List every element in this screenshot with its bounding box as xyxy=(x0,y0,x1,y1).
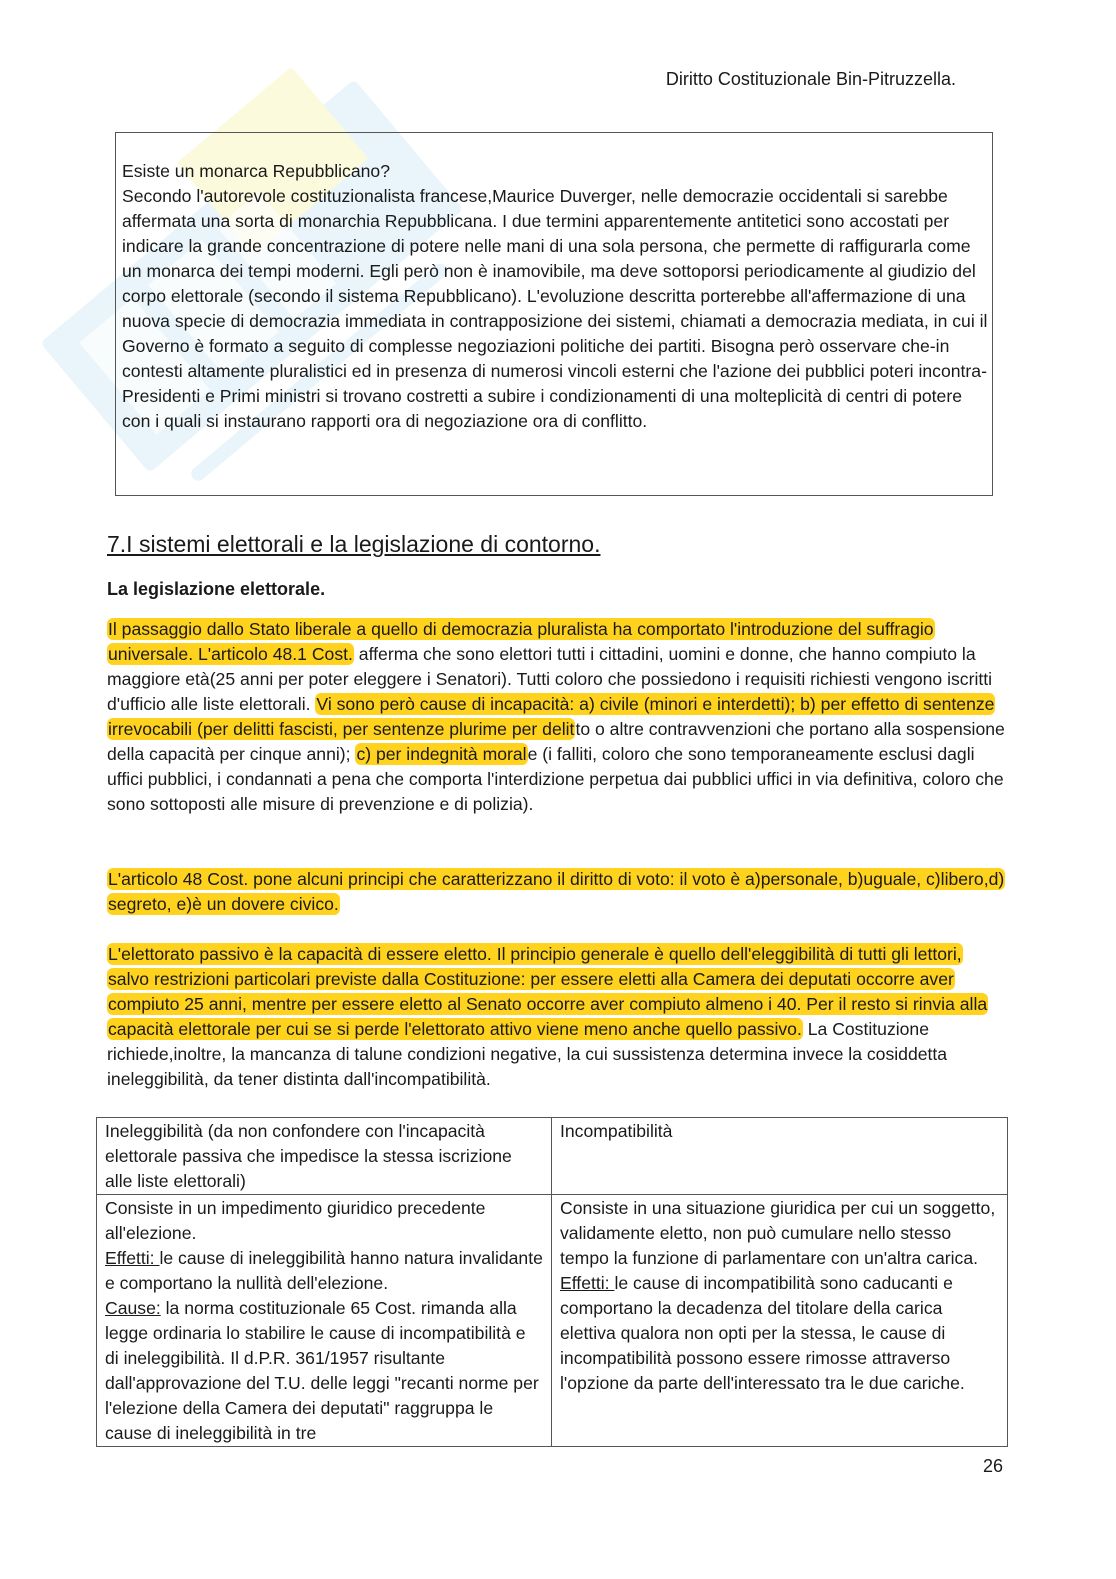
text-run: La Costituzione richiede,inoltre, la mancanza di talune condizioni negative, la cui sussistenza determina invece la cosiddetta ineleggibilità, da tener distinta dall'incompatibilità. xyxy=(107,1019,948,1089)
effects-text: le cause di incompatibilità sono caducanti e comportano la decadenza del titolare della carica elettiva qualora non opti per la stessa, le cause di incompatibilità possono essere rimosse attraverso l'opzione da parte dell'interessato tra le due cariche. xyxy=(560,1273,965,1393)
effects-text: le cause di ineleggibilità hanno natura invalidante e comportano la nullità dell'elezione. xyxy=(105,1248,543,1293)
running-header: Diritto Costituzionale Bin-Pitruzzella. xyxy=(665,69,956,89)
paragraph-passive-electorate xyxy=(107,942,1007,1092)
text-run: afferma che sono elettori tutti i cittadini, uomini e donne, che hanno compiuto la maggiore età(25 anni per poter eleggere i Senatori). Tutti coloro che possiedono i requisiti richiesti vengono iscritti d'ufficio alle liste elettorali. xyxy=(107,644,993,714)
causes-label: Cause: xyxy=(105,1298,161,1318)
ineligibility-definition: Consiste in un impedimento giuridico precedente all'elezione. xyxy=(105,1198,486,1243)
highlight: Vi sono però cause di incapacità: a) civile (minori e interdetti); b) per effetto di sentenze irrevocabili (per delitti fascisti, per sentenze plurime per delit xyxy=(108,694,995,739)
effects-label: Effetti: xyxy=(105,1248,160,1268)
box-question: Esiste un monarca Repubblicano? xyxy=(122,161,390,181)
effects-label: Effetti: xyxy=(560,1273,615,1293)
causes-text: la norma costituzionale 65 Cost. rimanda alla legge ordinaria lo stabilire le cause di incompatibilità e di ineleggibilità. Il d.P.R. 361/1957 risultante dall'approvazione del T.U. delle leggi "recanti norme per l'elezione della Camera dei deputati" raggruppa le cause di ineleggibilità in tre xyxy=(105,1298,539,1443)
table-row xyxy=(97,1118,1008,1195)
text-run: e (i falliti, coloro che sono temporaneamente esclusi dagli uffici pubblici, i condannati a pena che comporta l'interdizione perpetua dai pubblici uffici in via definitiva, coloro che sono sottoposti alle misure di prevenzione e di polizia). xyxy=(107,744,1004,814)
highlight: L'articolo 48 Cost. pone alcuni principi che caratterizzano il diritto di voto: il voto è a)personale, b)uguale, c)libero,d) segreto, e)è un dovere civico. xyxy=(108,869,1005,914)
table-cell-incompatibility xyxy=(552,1195,1008,1447)
paragraph-vote-principles xyxy=(107,867,1007,917)
subsection-title: La legislazione elettorale. xyxy=(107,579,326,599)
section-title: 7.I sistemi elettorali e la legislazione di contorno. xyxy=(107,531,601,557)
highlight: c) per indegnità moral xyxy=(356,744,527,764)
box-text: Secondo l'autorevole costituzionalista francese,Maurice Duverger, nelle democrazie occidentali si sarebbe affermata una sorta di monarchia Repubblicana. I due termini apparentemente antitetici sono accostati per indicare la grande concentrazione di potere nelle mani di una sola persona, che permette di raffigurarla come un monarca dei tempi moderni. Egli però non è inamovibile, ma deve sottoporsi periodicamente al giudizio del corpo elettorale (secondo il sistema Repubblicano). L'evoluzione descritta porterebbe all'affermazione di una nuova specie di democrazia immediata in contrapposizione dei sistemi, chiamati a democrazia mediata, in cui il Governo è formato a seguito di complesse negoziazioni politiche dei partiti. Bisogna però osservare che-in contesti altamente pluralistici ed in presenza di numerosi vincoli esterni che l'azione dei pubblici poteri incontra- Presidenti e Primi ministri si trovano costretti a subire i condizionamenti di una molteplicità di centri di potere con i quali si instaurano rapporti ora di negoziazione ora di conflitto. xyxy=(122,186,988,431)
highlight: L'elettorato passivo è la capacità di essere eletto. Il principio generale è quello dell'eleggibilità di tutti gli lettori, salvo restrizioni particolari previste dalla Costituzione: per essere eletti alla Camera dei deputati occorre aver compiuto 25 anni, mentre per essere eletto al Senato occorre aver compiuto almeno i 40. Per il resto si rinvia alla capacità elettorale per cui se si perde l'elettorato attivo viene meno anche quello passivo. xyxy=(108,944,988,1039)
comparison-table xyxy=(96,1117,1008,1447)
boxed-note xyxy=(115,132,993,496)
table-row xyxy=(97,1195,1008,1447)
ineligibility-effects xyxy=(105,1246,543,1296)
table-header-incompatibility: Incompatibilità xyxy=(552,1118,1008,1195)
incompatibility-effects xyxy=(560,1271,999,1396)
incompatibility-definition: Consiste in una situazione giuridica per cui un soggetto, validamente eletto, non può cumulare nello stesso tempo la funzione di parlamentare con un'altra carica. xyxy=(560,1198,996,1268)
paragraph-electorate xyxy=(107,617,1007,817)
page-number: 26 xyxy=(982,1456,1003,1476)
table-header-ineligibility: Ineleggibilità (da non confondere con l'incapacità elettorale passiva che impedisce la stessa iscrizione alle liste elettorali) xyxy=(97,1118,552,1195)
text-run: to o altre contravvenzioni che portano alla sospensione della capacità per cinque anni); xyxy=(107,719,1005,764)
ineligibility-causes xyxy=(105,1296,543,1446)
table-cell-ineligibility xyxy=(97,1195,552,1447)
highlight: Il passaggio dallo Stato liberale a quello di democrazia pluralista ha comportato l'introduzione del suffragio universale. L'articolo 48.1 Cost. xyxy=(108,619,934,664)
